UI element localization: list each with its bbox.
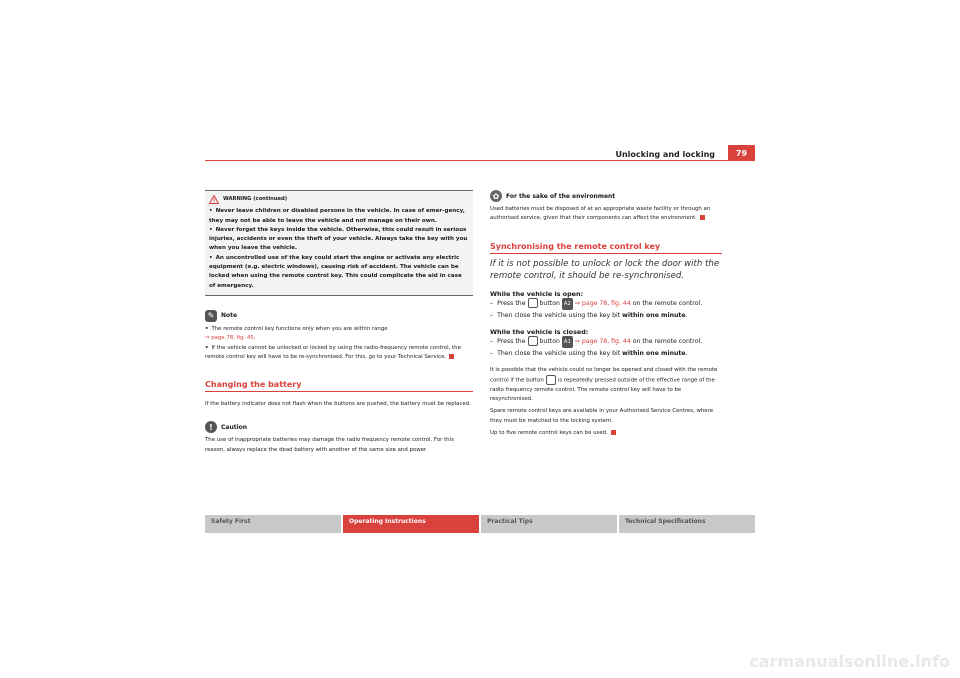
left-column xyxy=(205,190,473,455)
page-link[interactable]: ⇒ page 78, fig. 45 xyxy=(205,335,254,342)
step-text-part: button xyxy=(539,299,560,307)
end-mark-icon xyxy=(611,430,616,435)
note-block xyxy=(205,310,473,362)
figure-callout-badge: A2 xyxy=(562,298,573,310)
environment-text: Used batteries must be disposed of at an appropriate waste facility or through an authorised service, given that their components can affect the environment. xyxy=(490,206,711,222)
note-item xyxy=(205,325,473,344)
note-item xyxy=(205,344,473,363)
step-text-part: Then close the vehicle using the key bit xyxy=(497,311,621,319)
caution-header xyxy=(205,421,473,433)
warning-item: • An uncontrolled use of the key could start the engine or activate any electric equipment (e.g. electric windows), causing risk of accident. The vehicle can be locked when using the remote control key. This could complicate the aid in case of emergency. xyxy=(209,254,469,291)
step-item xyxy=(490,336,722,348)
environment-header xyxy=(490,190,722,202)
step-text-part: on the remote control. xyxy=(632,299,703,307)
open-label: While the vehicle is open: xyxy=(490,289,584,298)
environment-title: For the sake of the environment xyxy=(506,192,616,200)
environment-block xyxy=(490,190,722,224)
unlock-key-icon xyxy=(528,336,538,346)
section-title: Changing the battery xyxy=(205,380,473,392)
end-mark-icon xyxy=(449,354,454,359)
step-text-part: . xyxy=(685,311,688,319)
end-mark-icon xyxy=(700,215,705,220)
step-text xyxy=(497,310,687,322)
step-text xyxy=(497,348,687,360)
caution-title: Caution xyxy=(221,423,248,431)
sync-paragraph: Spare remote control keys are available in your Authorised Service Centres, where they must be matched to the locking system. xyxy=(490,408,714,424)
paragraph-text: It is possible that the vehicle could no longer be opened and closed with the remote control if the button xyxy=(490,366,718,384)
step-text xyxy=(497,336,702,348)
step-item xyxy=(490,348,722,360)
section-subtitle: If it is not possible to unlock or lock the door with the remote control, it should be re-synchronised. xyxy=(490,258,720,281)
step-dash: – xyxy=(490,299,494,307)
caution-block xyxy=(205,421,473,455)
paragraph-text: Up to five remote control keys can be used. xyxy=(490,429,608,436)
step-dash: – xyxy=(490,349,494,357)
step-text-part: button xyxy=(539,337,560,345)
page-link[interactable]: ⇒ page 78, fig. 44 xyxy=(574,299,631,307)
closed-label: While the vehicle is closed: xyxy=(490,327,589,336)
note-item-text: If the vehicle cannot be unlocked or locked by using the radio-frequency remote control, the remote control key will have to be re-synchronised. For this, go to your Technical Service. xyxy=(205,344,461,360)
page-title: Unlocking and locking xyxy=(615,150,715,159)
sync-section xyxy=(490,242,722,439)
section-title: Synchronising the remote control key xyxy=(490,242,722,254)
step-text-part: Then close the vehicle using the key bit xyxy=(497,349,621,357)
lock-key-icon xyxy=(546,375,556,385)
caution-body: The use of inappropriate batteries may damage the radio frequency remote control. For this reason, always replace the dead battery with another of the same size and power. xyxy=(205,437,454,453)
warning-item: • Never leave children or disabled persons in the vehicle. In case of emer-gency, they may not be able to leave the vehicle and not manage on their own. xyxy=(209,207,469,226)
note-item-text: The remote control key functions only when you are within range xyxy=(211,325,388,332)
step-dash: – xyxy=(490,311,494,319)
footer-tab-practical-tips[interactable]: Practical Tips xyxy=(481,515,617,533)
watermark: carmanualsonline.info xyxy=(749,652,950,671)
step-text-part: Press the xyxy=(497,299,526,307)
figure-callout-badge: A1 xyxy=(562,336,573,348)
warning-triangle-icon xyxy=(209,195,219,204)
right-column xyxy=(490,190,722,438)
note-item-end: . xyxy=(253,335,256,342)
warning-box xyxy=(205,190,473,296)
header-rule xyxy=(205,160,755,161)
sync-paragraph xyxy=(490,429,722,438)
step-text-part: . xyxy=(685,349,688,357)
footer-tab-operating-instructions[interactable]: Operating Instructions xyxy=(343,515,479,533)
step-text-emphasis: within one minute xyxy=(622,311,686,319)
footer-nav xyxy=(205,515,755,533)
warning-header xyxy=(209,195,469,204)
note-header xyxy=(205,310,473,322)
page-number: 79 xyxy=(728,145,755,161)
battery-section xyxy=(205,380,473,409)
caution-icon: ! xyxy=(205,421,217,433)
step-text-part: on the remote control. xyxy=(632,337,703,345)
step-text xyxy=(497,298,702,310)
step-text-emphasis: within one minute xyxy=(622,349,686,357)
environment-body xyxy=(490,205,722,224)
warning-item: • Never forget the keys inside the vehicle. Otherwise, this could result in serious injuries, accidents or even the theft of your vehicle. Always take the key with you when you leave the vehicle. xyxy=(209,226,469,254)
footer-tab-safety-first[interactable]: Safety First xyxy=(205,515,341,533)
warning-title: WARNING (continued) xyxy=(223,196,288,202)
footer-tab-technical-specifications[interactable]: Technical Specifications xyxy=(619,515,755,533)
battery-body: If the battery indicator does not flash when the buttons are pushed, the battery must be replaced. xyxy=(205,401,471,408)
page-link[interactable]: ⇒ page 78, fig. 44 xyxy=(574,337,631,345)
step-item xyxy=(490,298,722,310)
step-dash: – xyxy=(490,337,494,345)
sync-paragraph xyxy=(490,366,722,405)
lock-key-icon xyxy=(528,298,538,308)
step-text-part: Press the xyxy=(497,337,526,345)
note-icon: ✎ xyxy=(205,310,217,322)
note-title: Note xyxy=(221,312,238,320)
environment-flower-icon: ✿ xyxy=(490,190,502,202)
step-item xyxy=(490,310,722,322)
paragraph-text: is repeatedly pressed outside of the effective range of the radio frequency remote control. The remote control key will have to be resynchronised. xyxy=(490,377,715,402)
